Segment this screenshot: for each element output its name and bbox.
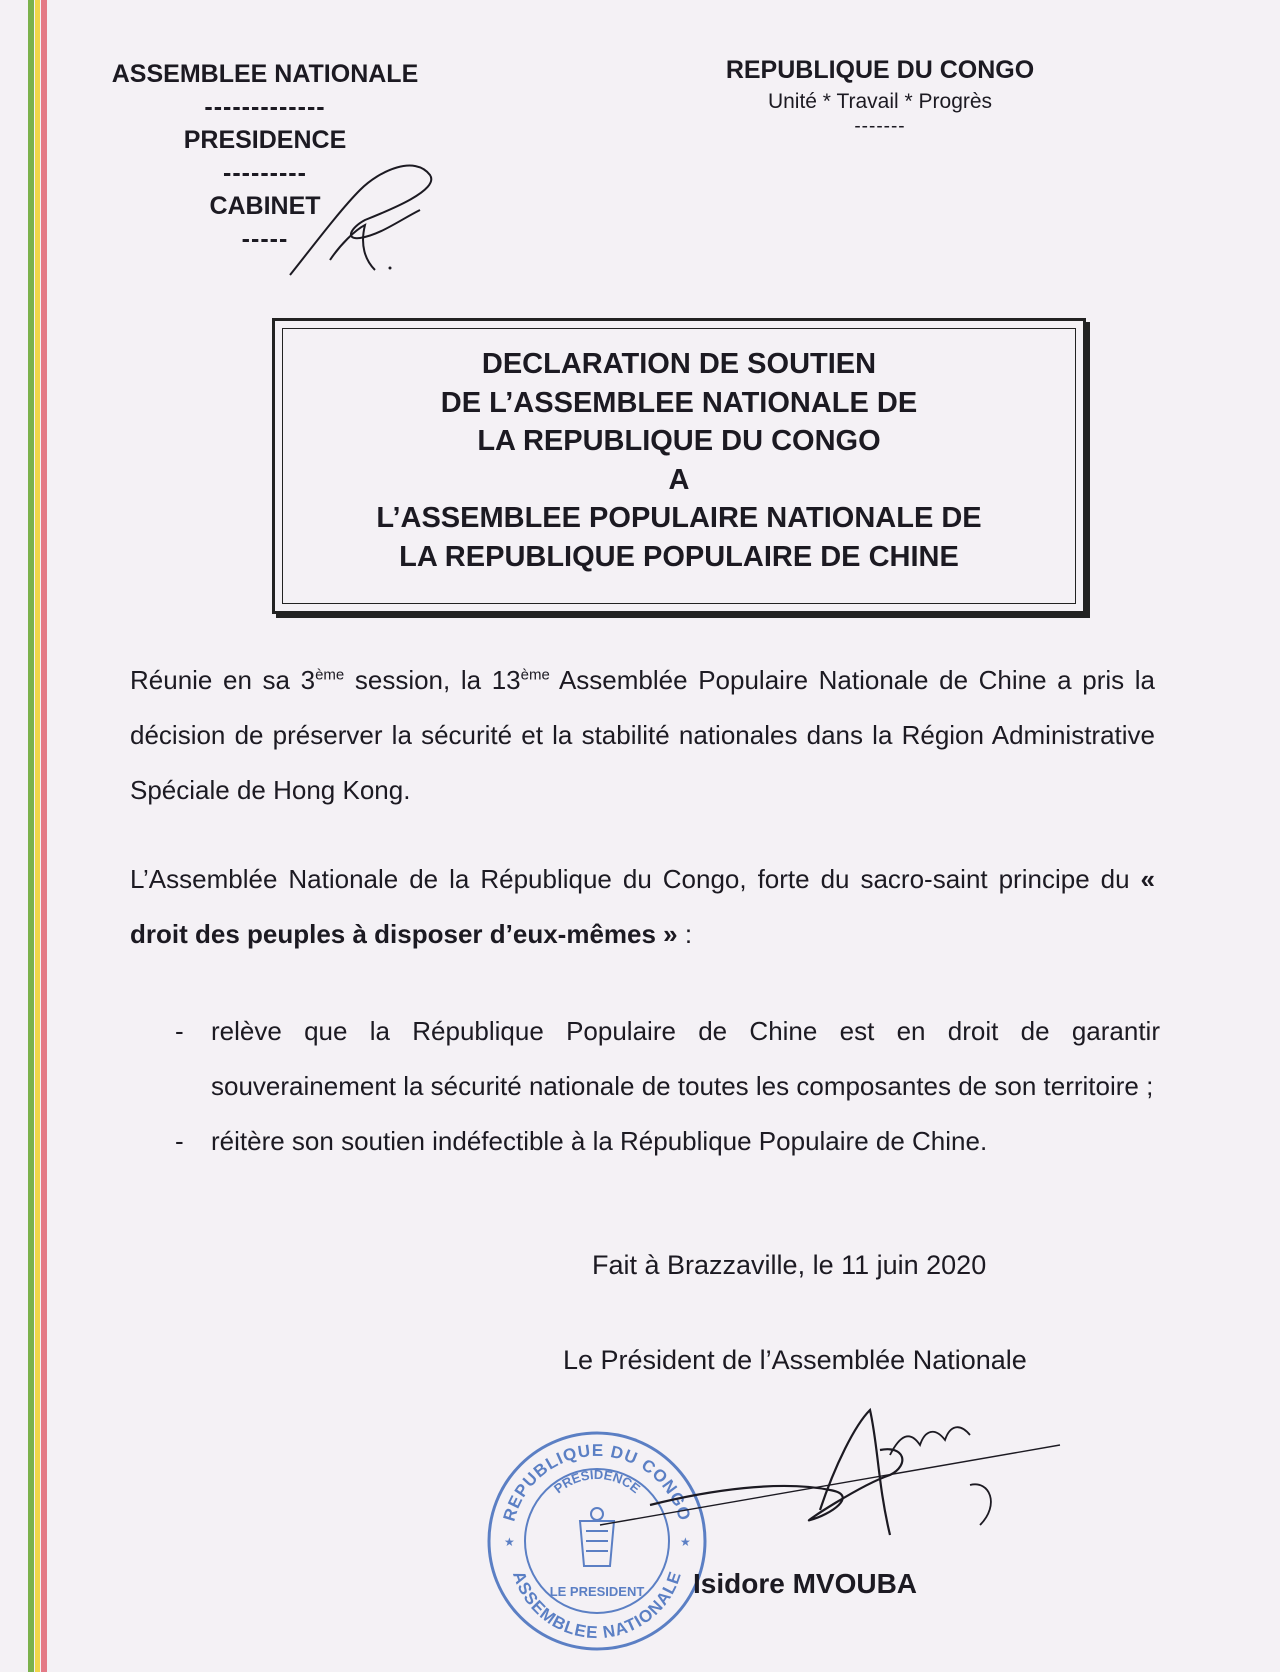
header-right-motto: Unité * Travail * Progrès [767,90,993,113]
green-stripe [28,0,34,1672]
header-left-dash2: --------- [223,159,307,187]
stamp-star-icon: ★ [680,1535,691,1549]
bullet-text: réitère son soutien indéfectible à la République Populaire de Chine. [211,1126,988,1156]
yellow-stripe [35,0,41,1672]
bullet-dash: - [175,1126,184,1156]
title-line: DE L’ASSEMBLEE NATIONALE DE [440,386,918,419]
bullet-list [175,1004,1160,1169]
header-left-line2: PRESIDENCE [183,126,347,154]
para1-text-b: session, la 13 [344,665,521,695]
stamp-star-icon: ★ [504,1535,515,1549]
header-right-country: REPUBLIQUE DU CONGO [725,56,1035,84]
para2-text-c: : [677,919,693,949]
bullet-dash: - [175,1016,184,1046]
place-and-date: Fait à Brazzaville, le 11 juin 2020 [592,1250,987,1280]
paragraph-2 [130,852,1155,962]
stamp-top-text: REPUBLIQUE DU CONGO [499,1440,695,1524]
title-line: DECLARATION DE SOUTIEN [481,348,877,380]
president-name: Isidore MVOUBA [693,1568,918,1599]
president-title: Le Président de l’Assemblée Nationale [563,1345,1027,1375]
president-signature [560,1385,1080,1585]
para1-text-c: Assemblée Populaire Nationale de Chine a pris la décision de préserver la sécurité et la stabilité nationales dans la Région Administrative Spéciale de Hong Kong. [130,665,1155,805]
title-box [272,318,1086,614]
header-left-line1: ASSEMBLEE NATIONALE [111,60,419,88]
header-left-dash3: ----- [241,225,289,253]
list-item [175,1004,1160,1114]
title-line: A [668,463,690,496]
title-line: LA REPUBLIQUE DU CONGO [477,425,881,457]
bullet-text: relève que la République Populaire de Chine est en droit de garantir souverainement la sécurité nationale de toutes les composantes de son territoire ; [211,1016,1160,1101]
title-line: L’ASSEMBLEE POPULAIRE NATIONALE DE [376,502,982,534]
header-republique [680,52,1080,138]
red-stripe [41,0,47,1672]
header-right-dash: ------- [854,116,906,137]
para1-text-a: Réunie en sa 3 [130,665,316,695]
stamp-bottom-text: ASSEMBLEE NATIONALE [508,1568,686,1643]
document-title [275,345,1083,576]
paragraph-1 [130,653,1155,818]
title-line: LA REPUBLIQUE POPULAIRE DE CHINE [399,540,959,573]
cabinet-initial-signature [270,150,450,290]
list-item [175,1114,1160,1169]
header-left-dash1: ------------- [204,93,326,121]
stamp-middle-text: PRESIDENCE [550,1466,644,1497]
para2-text-a: L’Assemblée Nationale de la République du Congo, forte du sacro-saint principe du [130,864,1141,894]
header-left-line3: CABINET [209,192,321,220]
para2-bold-principle: « droit des peuples à disposer d’eux-mêmes » [130,864,1155,949]
flag-stripes [28,0,48,1672]
para1-sup1: ème [315,666,345,684]
stamp-center-text: LE PRESIDENT [549,1584,645,1599]
para1-sup2: ème [520,666,550,684]
